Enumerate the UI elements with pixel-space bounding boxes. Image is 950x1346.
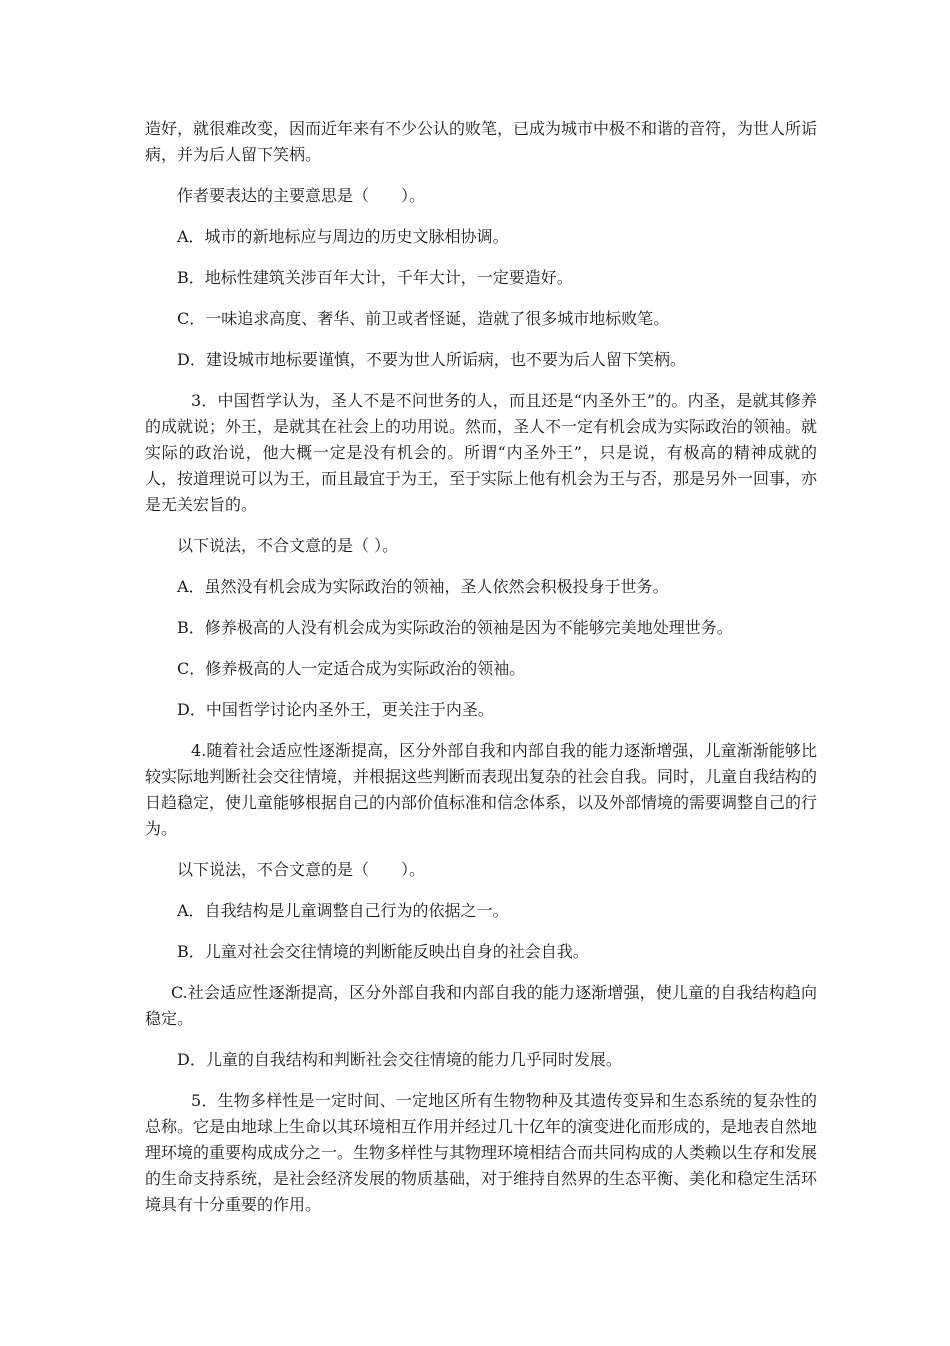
q3-passage: 3．中国哲学认为，圣人不是不问世务的人，而且还是“内圣外王”的。内圣，是就其修养的成就说；外王，是就其在社会上的功用说。然而，圣人不一定有机会成为实际政治的领袖。就实际的政治说，他大概一定是没有机会的。所谓“内圣外王”，只是说，有极高的精神成就的人，按道理说可以为王，而且最宜于为王，至于实际上他有机会为王与否，那是另外一回事，亦是无关宏旨的。 [145,391,818,514]
q4-option-c: C.社会适应性逐渐提高，区分外部自我和内部自我的能力逐渐增强，使儿童的自我结构趋向稳定。 [145,983,817,1028]
document-page [145,116,817,1218]
continuation-paragraph: 造好，就很难改变，因而近年来有不少公认的败笔，已成为城市中极不和谐的音符，为世人所诟病，并为后人留下笑柄。 [145,119,818,164]
q4-option-a: A．自我结构是儿童调整自己行为的依据之一。 [177,901,509,920]
q3-question: 以下说法，不合文意的是（ ）。 [177,536,399,555]
q4-question: 以下说法，不合文意的是（ ）。 [177,860,426,879]
q2-option-d: D．建设城市地标要谨慎，不要为世人所诟病，也不要为后人留下笑柄。 [177,350,686,369]
q2-option-a: A．城市的新地标应与周边的历史文脉相协调。 [177,227,509,246]
q3-option-c: C．修养极高的人一定适合成为实际政治的领袖。 [177,659,526,678]
q3-option-a: A．虽然没有机会成为实际政治的领袖，圣人依然会积极投身于世务。 [177,577,669,596]
q3-option-b: B．修养极高的人没有机会成为实际政治的领袖是因为不能够完美地处理世务。 [177,618,733,637]
q4-option-b: B．儿童对社会交往情境的判断能反映出自身的社会自我。 [177,942,589,961]
q2-question: 作者要表达的主要意思是（ ）。 [177,186,426,205]
q3-option-d: D．中国哲学讨论内圣外王，更关注于内圣。 [177,700,494,719]
q4-passage: 4.随着社会适应性逐渐提高，区分外部自我和内部自我的能力逐渐增强，儿童渐渐能够比较实际地判断社会交往情境，并根据这些判断而表现出复杂的社会自我。同时，儿童自我结构的日趋稳定，使儿童能够根据自己的内部价值标准和信念体系，以及外部情境的需要调整自己的行为。 [145,741,818,838]
q2-option-b: B．地标性建筑关涉百年大计，千年大计，一定要造好。 [177,268,573,287]
q2-option-c: C．一味追求高度、奢华、前卫或者怪诞，造就了很多城市地标败笔。 [177,309,670,328]
q4-option-d: D．儿童的自我结构和判断社会交往情境的能力几乎同时发展。 [177,1050,622,1069]
q5-passage: 5．生物多样性是一定时间、一定地区所有生物物种及其遗传变异和生态系统的复杂性的总称。它是由地球上生命以其环境相互作用并经过几十亿年的演变进化而形成的，是地表自然地理环境的重要构成成分之一。生物多样性与其物理环境相结合而共同构成的人类赖以生存和发展的生命支持系统，是社会经济发展的物质基础，对于维持自然界的生态平衡、美化和稳定生活环境具有十分重要的作用。 [145,1091,818,1214]
